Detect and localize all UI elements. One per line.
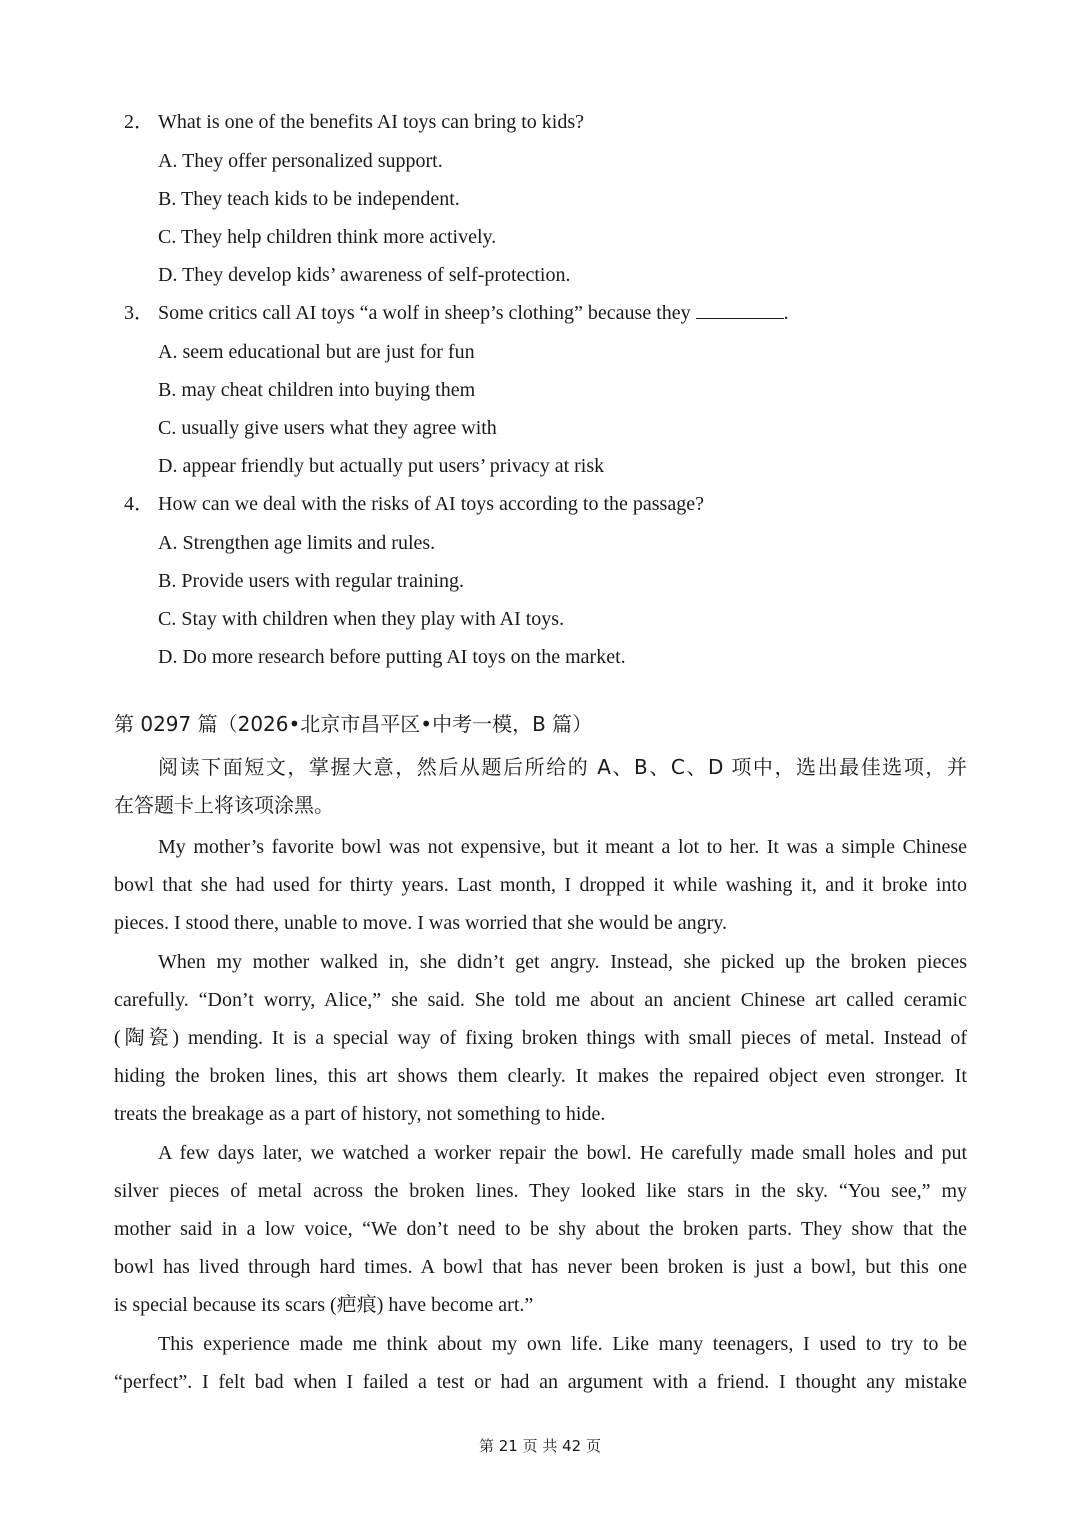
question-4-number: 4． [124,493,154,515]
question-4-option-d: D. Do more research before putting AI toys on the market. [158,646,626,668]
question-3-option-a: A. seem educational but are just for fun [158,341,475,363]
question-2-option-a: A. They offer personalized support. [158,150,443,172]
passage-line: silver pieces of metal across the broken lines. They looked like stars in the sky. “You see,” my [114,1180,967,1202]
question-2-stem: What is one of the benefits AI toys can bring to kids? [158,111,585,133]
question-2-option-b: B. They teach kids to be independent. [158,188,460,210]
section-instruction-line-2: 在答题卡上将该项涂黑。 [114,793,334,817]
question-3-stem-text: Some critics call AI toys “a wolf in sheep’s clothing” because they [158,302,696,324]
question-2-option-d: D. They develop kids’ awareness of self-protection. [158,264,571,286]
question-3-option-d: D. appear friendly but actually put users’ privacy at risk [158,455,605,477]
passage-line: is special because its scars (疤痕) have become art.” [114,1294,534,1316]
question-3-number: 3． [124,302,154,324]
question-3-stem-end: . [783,302,789,324]
passage-line: (陶瓷) mending. It is a special way of fixing broken things with small pieces of metal. Instead of [114,1027,967,1049]
passage-line: When my mother walked in, she didn’t get angry. Instead, she picked up the broken pieces [158,951,967,973]
question-3-stem [158,301,789,325]
passage-line: “perfect”. I felt bad when I failed a test or had an argument with a friend. I thought any mistake [114,1371,967,1393]
question-4-stem: How can we deal with the risks of AI toys according to the passage? [158,493,704,515]
question-3-option-c: C. usually give users what they agree with [158,417,497,439]
question-4-option-b: B. Provide users with regular training. [158,570,465,592]
passage-line: A few days later, we watched a worker repair the bowl. He carefully made small holes and put [158,1142,967,1164]
question-3-option-b: B. may cheat children into buying them [158,379,476,401]
passage-line: My mother’s favorite bowl was not expensive, but it meant a lot to her. It was a simple Chinese [158,836,967,858]
passage-line: treats the breakage as a part of history, not something to hide. [114,1103,606,1125]
question-4-option-c: C. Stay with children when they play with AI toys. [158,608,565,630]
passage-line: This experience made me think about my own life. Like many teenagers, I used to try to be [158,1333,967,1355]
section-title: 第 0297 篇（2026•北京市昌平区•中考一模，B 篇） [114,712,593,736]
answer-blank [696,302,784,319]
passage-line: bowl has lived through hard times. A bowl that has never been broken is just a bowl, but this one [114,1256,967,1278]
passage-line: mother said in a low voice, “We don’t need to be shy about the broken parts. They show that the [114,1218,967,1240]
passage-line: bowl that she had used for thirty years. Last month, I dropped it while washing it, and it broke into [114,874,967,896]
passage-line: hiding the broken lines, this art shows them clearly. It makes the repaired object even stronger. It [114,1065,967,1087]
question-2-number: 2． [124,111,154,133]
passage-line: carefully. “Don’t worry, Alice,” she said. She told me about an ancient Chinese art called ceramic [114,989,967,1011]
question-2-option-c: C. They help children think more actively. [158,226,497,248]
section-instruction-line-1: 阅读下面短文，掌握大意，然后从题后所给的 A、B、C、D 项中，选出最佳选项，并 [158,755,967,779]
question-4-option-a: A. Strengthen age limits and rules. [158,532,436,554]
passage-line: pieces. I stood there, unable to move. I was worried that she would be angry. [114,912,727,934]
page-footer: 第 21 页 共 42 页 [478,1437,601,1455]
